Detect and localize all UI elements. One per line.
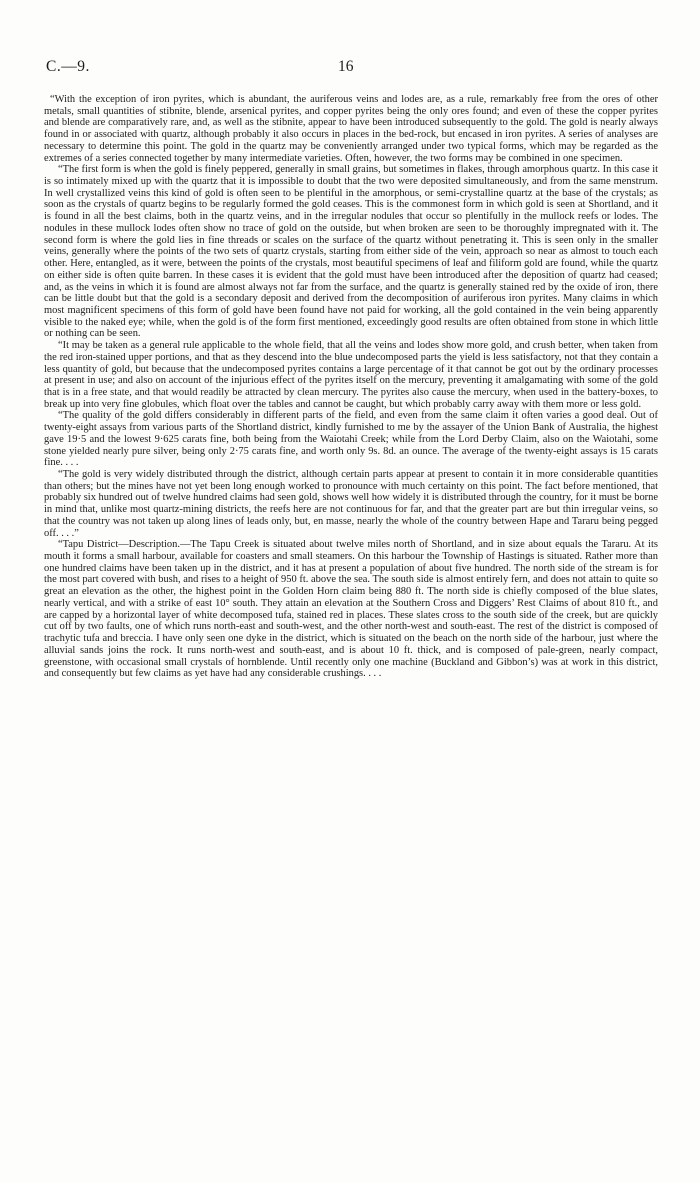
paragraph-gold-quality: “The quality of the gold differs considerably in different parts of the field, and even from the same claim it often varies a good deal. Out of twenty-eight assays from various parts of the Shortland district, kindly furnished to me by the assayer of the Union Bank of Australia, the highest gave 19·5 and the lowest 9·625 carats fine, both being from the Waiotahi Creek; while from the Lord Derby Claim, also on the Waiotahi, some stone yielded nearly pure silver, being only 2·75 carats fine, and worth only 9s. 8d. an ounce. The average of the twenty-eight assays is 15 carats fine. . . . xyxy=(44,410,658,469)
paragraph-tapu-district: “Tapu District—Description.—The Tapu Creek is situated about twelve miles north of Shortland, and in size about equals the Tararu. At its mouth it forms a small harbour, available for coasters and small steamers. On this harbour the Township of Hastings is situated. Rather more than one hundred claims have been taken up in the district, and it has at present a population of about five hundred. The north side of the stream is for the most part covered with bush, and rises to a height of 950 ft. above the sea. The south side is almost entirely fern, and does not attain to quite so great an elevation as the other, the highest point in the Golden Horn claim being 880 ft. The north side is chiefly composed of the blue slates, nearly vertical, and with a strike of east 10° south. They attain an elevation at the Southern Cross and Diggers’ Rest Claims of about 810 ft., and are capped by a horizontal layer of white decomposed tufa, stained red in places. These slates cross to the south side of the creek, but are quickly cut off by two faults, one of which runs north-east and south-west, and the other north-west and south-east. The rest of the district is composed of trachytic tufa and breccia. I have only seen one dyke in the district, which is situated on the beach on the north side of the harbour, just where the alluvial sands joins the rock. It runs north-west and south-east, and is about 10 ft. thick, and is composed of pale-green, nearly compact, greenstone, with occasional small crystals of hornblende. Until recently only one machine (Buckland and Gibbon’s) was at work in this district, and consequently but few claims as yet have had any considerable crushings. . . . xyxy=(44,539,658,680)
page-header xyxy=(46,58,666,78)
paragraph-first-form: “The first form is when the gold is finely peppered, generally in small grains, but sometimes in flakes, through amorphous quartz. In this case it is so intimately mixed up with the quartz that it is impossible to doubt that the two were deposited simultaneously, and from the same menstrum. In well crystallized veins this kind of gold is often seen to be plentiful in the amorphous, or semi-crystalline quartz at the base of the crystals; as soon as the crystals of quartz begins to be regularly formed the gold ceases. This is the commonest form in which gold is seen at Shortland, and it is found in all the best claims, both in the quartz veins, and in the irregular nodules that occur so plentifully in the mullock reefs or lodes. The nodules in these mullock lodes often show no trace of gold on the outside, but when broken are seen to be thoroughly impregnated with it. The second form is where the gold lies in fine threads or scales on the surface of the quartz without penetrating it. This is seen only in the smaller veins, generally where the points of the two sets of quartz crystals, starting from either side of the vein, approach so near as almost to touch each other. Here, entangled, as it were, between the points of the crystals, most beautiful specimens of leaf and filiform gold are found, while the quartz on either side is often quite barren. In these cases it is evident that the gold must have been introduced after the deposition of quartz had ceased; and, as the veins in which it is found are almost always not far from the surface, and the quartz is generally stained red by the oxide of iron, there can be little doubt but that the gold is a secondary deposit and derived from the decomposition of auriferous iron pyrites. Many claims in which most magnificent specimens of this form of gold have been found have not paid for working, all the gold contained in the vein being apparently visible to the naked eye; while, when the gold is of the form first mentioned, exceedingly good results are often obtained from stone in which little or nothing can be seen. xyxy=(44,164,659,340)
body-text xyxy=(44,94,658,680)
paragraph-general-rule: “It may be taken as a general rule applicable to the whole field, that all the veins and lodes show more gold, and crush better, when taken from the red iron-stained upper portions, and that as they descend into the blue undecomposed parts the yield is less satisfactory, not that they contain a less quantity of gold, but because that the undecomposed pyrites contains a large percentage of it that cannot be got out by the ordinary processes at present in use; and also on account of the injurious effect of the pyrites itself on the mercury, preventing it amalgamating with some of the gold that is in a free state, and that would readily be attracted by clean mercury. The pyrites also cause the mercury, when used in the battery-boxes, to break up into very fine globules, which float over the tables and cannot be caught, but which probably carry away with them more or less gold. xyxy=(44,340,658,410)
document-reference: C.—9. xyxy=(46,58,90,75)
paragraph-iron-pyrites: “With the exception of iron pyrites, which is abundant, the auriferous veins and lodes are, as a rule, remarkably free from the ores of other metals, small quantities of stibnite, blende, arsenical pyrites, and copper pyrites being the only ores found; and even of these the copper pyrites and blende are comparatively rare, and, as well as the stibnite, appear to have been introduced subsequently to the gold. The gold is nearly always found in or associated with quartz, although probably it also occurs in places in the bed-rock, but encased in iron pyrites. A series of analyses are necessary to determine this point. The gold in the quartz may be conveniently arranged under two typical forms, which may be regarded as the extremes of a series connected together by many intermediate varieties. Often, however, the two forms may be combined in one specimen. xyxy=(44,94,658,164)
paragraph-gold-distribution: “The gold is very widely distributed through the district, although certain parts appear at present to contain it in more considerable quantities than others; but the mines have not yet been long enough worked to pronounce with much certainty on this point. The fact before mentioned, that probably six hundred out of twelve hundred claims had seen gold, shows well how widely it is distributed through the country, for it must be borne in mind that, unlike most quartz-mining districts, the reefs here are not continuous for far, and that the greater part are but thin irregular veins, so that the country was not taken up along lines of leads only, but, en masse, nearly the whole of the country between Hape and Tararu being pegged off. . . .” xyxy=(44,469,658,539)
page-number: 16 xyxy=(338,58,354,75)
